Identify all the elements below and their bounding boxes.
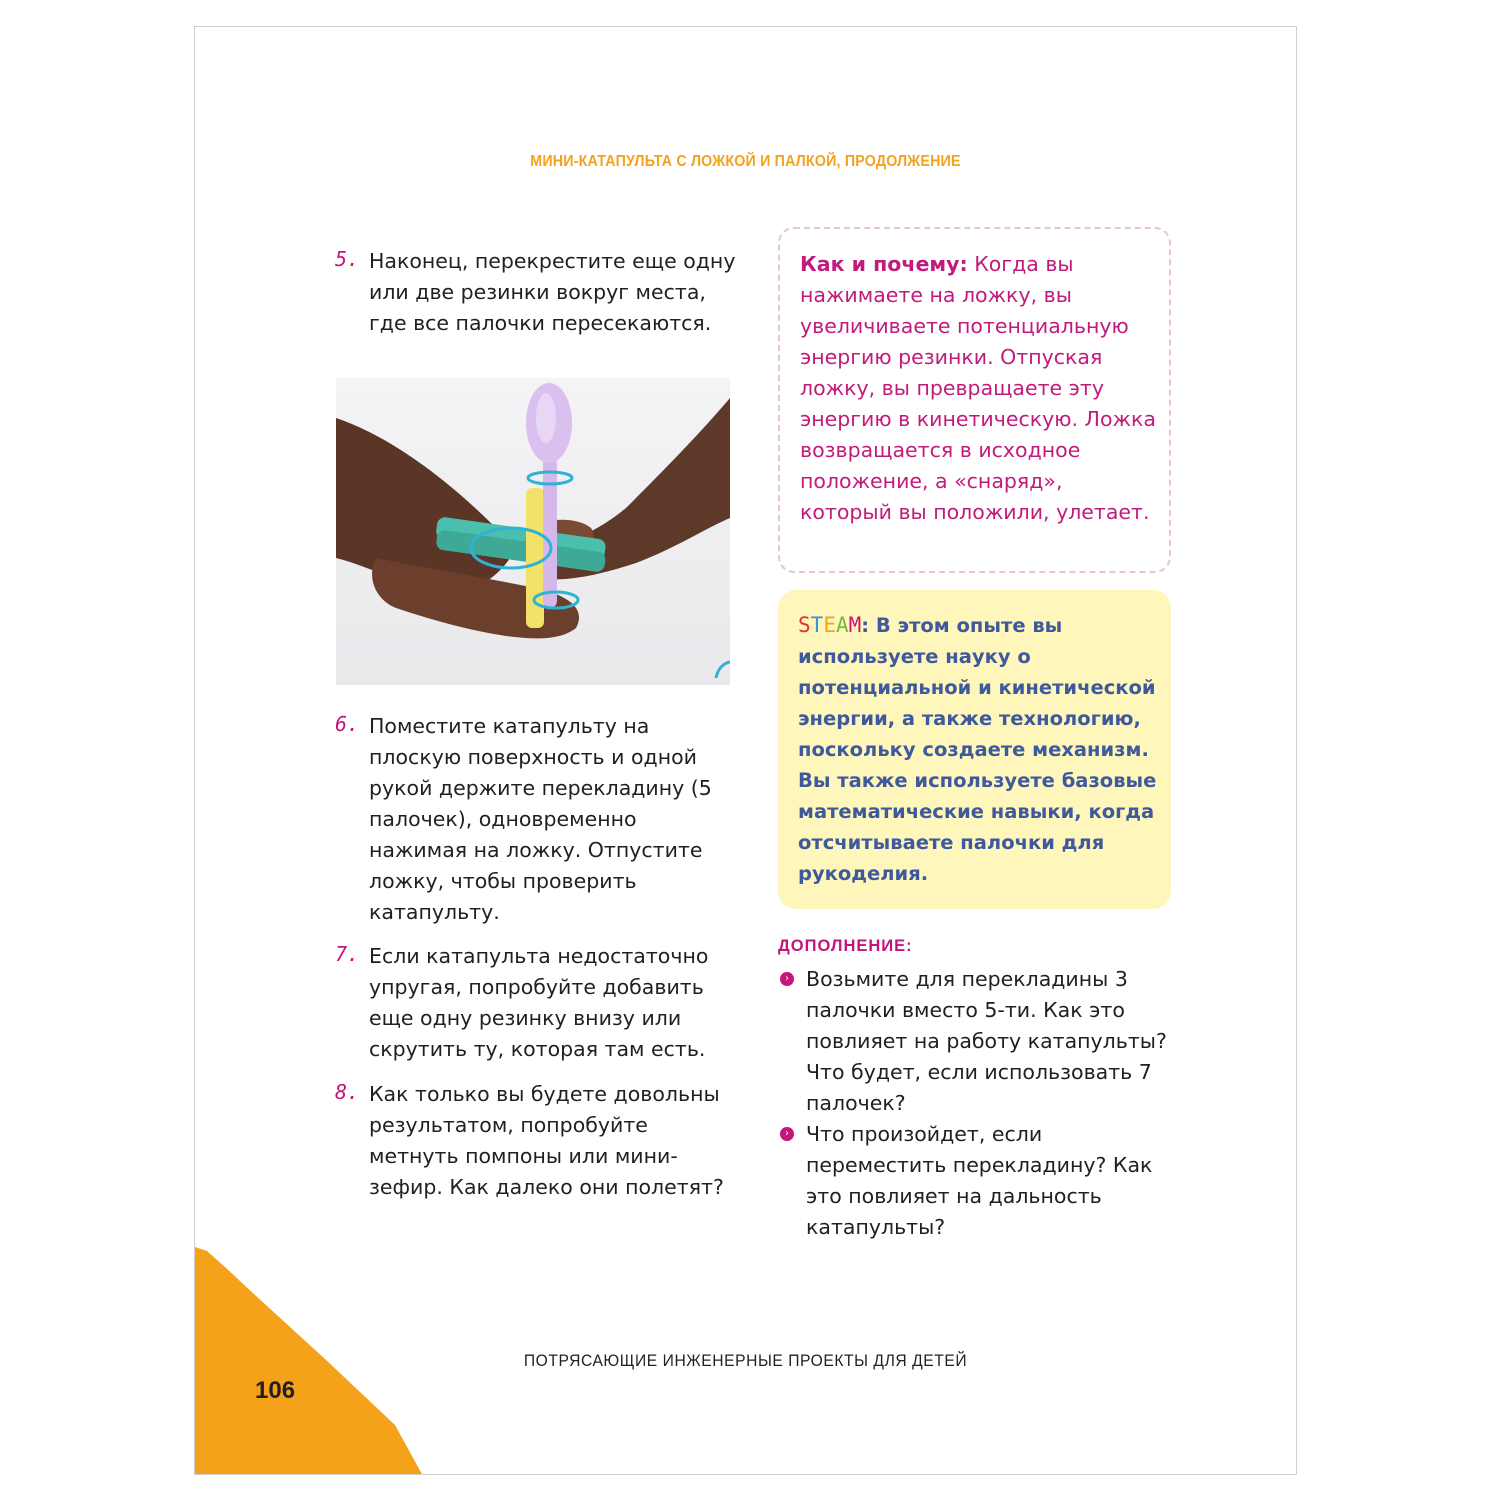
step-text: Как только вы будете довольны результатом, попробуйте метнуть помпоны или мини-зефир. Как далеко они полетят? [369, 1082, 724, 1199]
steam-box [778, 590, 1171, 909]
steam-letter: E [823, 613, 836, 637]
how-why-box [778, 227, 1171, 573]
steam-letter: A [835, 613, 849, 637]
catapult-photo [336, 378, 730, 685]
how-why-body: Когда вы нажимаете на ложку, вы увеличиваете потенциальную энергию резинки. Отпуская ложку, вы превращаете эту энергию в кинетическую. Ложка возвращается в исходное положение, а «снаряд», который вы положили, улетает. [800, 252, 1156, 524]
page-number: 106 [255, 1377, 296, 1404]
how-why-text [800, 249, 1160, 528]
step-number: 6. [335, 712, 360, 736]
steam-letter: T [810, 613, 824, 637]
step-text: Поместите катапульту на плоскую поверхность и одной рукой держите перекладину (5 палочек), одновременно нажимая на ложку. Отпустите ложку, чтобы проверить катапульту. [369, 714, 712, 924]
steam-text [798, 610, 1158, 889]
addition-item-text: Что произойдет, если переместить перекладину? Как это повлияет на дальность катапульты? [806, 1122, 1153, 1239]
corner-decoration [195, 1247, 425, 1475]
steam-letter: M [848, 613, 862, 637]
step-number: 7. [335, 942, 360, 966]
step-number: 5. [335, 247, 360, 271]
steam-letter: S [798, 613, 811, 637]
addition-title: ДОПОЛНЕНИЕ: [778, 937, 913, 955]
steam-logo [798, 614, 861, 637]
arrow-bullet-icon: › [780, 972, 794, 986]
addition-item-text: Возьмите для перекладины 3 палочки вместо 5-ти. Как это повлияет на работу катапульты? Что будет, если использовать 7 палочек? [806, 967, 1167, 1115]
arrow-bullet-icon: › [780, 1127, 794, 1141]
step-text: Если катапульта недостаточно упругая, попробуйте добавить еще одну резинку внизу или скрутить ту, которая там есть. [369, 944, 709, 1061]
book-page [194, 26, 1297, 1475]
step-number: 8. [335, 1080, 360, 1104]
steam-colon: : [861, 614, 870, 637]
steam-body: В этом опыте вы используете науку о потенциальной и кинетической энергии, а также технологию, поскольку создаете механизм. Вы также используете базовые математические навыки, когда отсчитываете палочки для рукоделия. [798, 614, 1157, 885]
step-text: Наконец, перекрестите еще одну или две резинки вокруг места, где все палочки пересекаются. [369, 249, 736, 335]
how-why-label: Как и почему: [800, 252, 968, 276]
running-head: МИНИ-КАТАПУЛЬТА С ЛОЖКОЙ И ПАЛКОЙ, ПРОДОЛЖЕНИЕ [530, 153, 961, 170]
book-title-footer: ПОТРЯСАЮЩИЕ ИНЖЕНЕРНЫЕ ПРОЕКТЫ ДЛЯ ДЕТЕЙ [523, 1351, 968, 1370]
